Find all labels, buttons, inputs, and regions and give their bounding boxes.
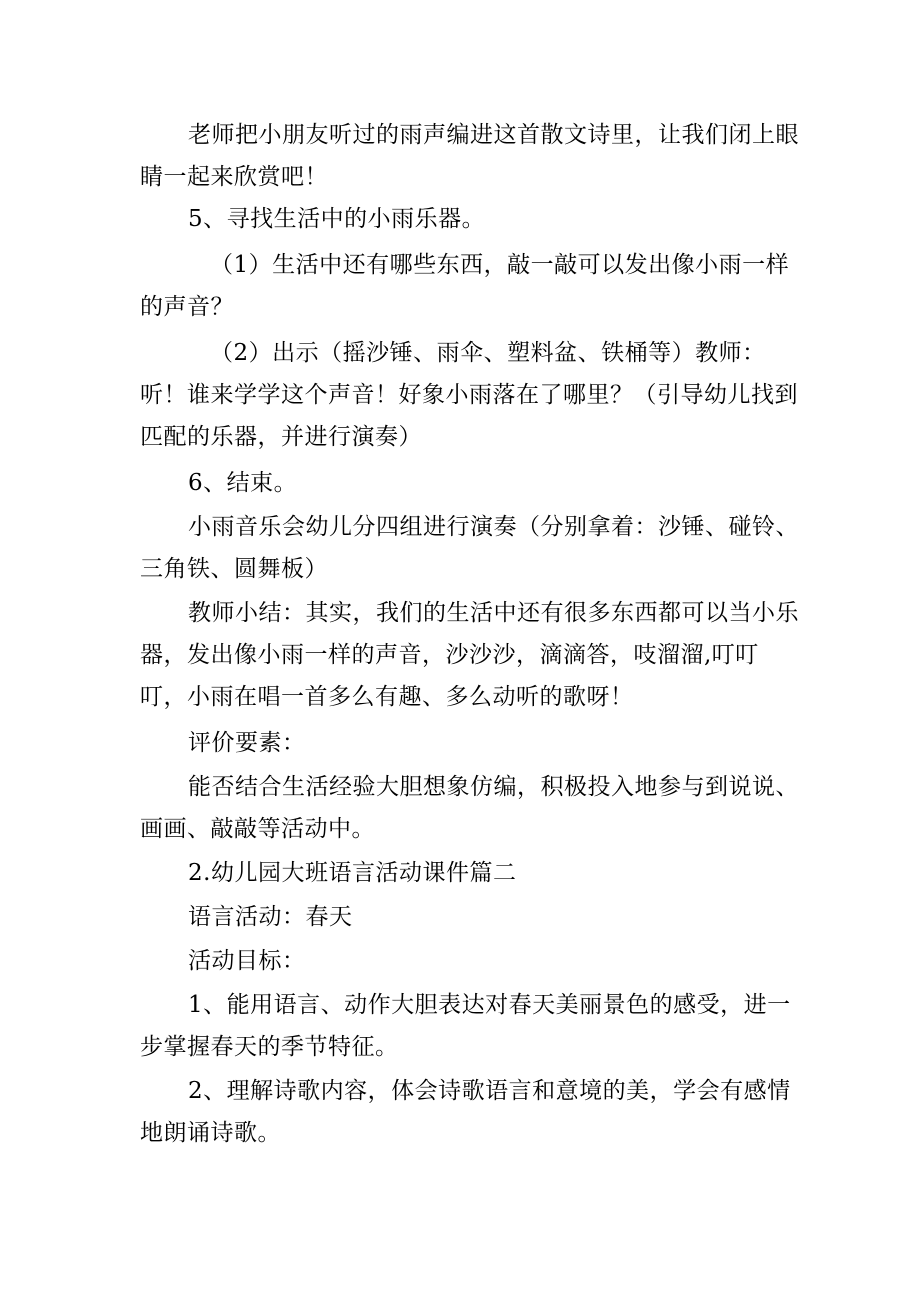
paragraph-activity-title: 语言活动：春天 (188, 904, 353, 930)
paragraph-evaluation-content: 能否结合生活经验大胆想象仿编，积极投入地参与到说说、画画、敲敲等活动中。 (140, 774, 799, 842)
paragraph-step-5: 5、寻找生活中的小雨乐器。 (188, 206, 486, 232)
paragraph-goal-1: 1、能用语言、动作大胆表达对春天美丽景色的感受，进一步掌握春天的季节特征。 (140, 992, 791, 1060)
paragraph-step-6: 6、结束。 (188, 470, 298, 496)
paragraph-step-5-2: （2）出示（摇沙锤、雨伞、塑料盆、铁桶等）教师：听！谁来学学这个声音！好象小雨落在了哪里？（引导幼儿找到匹配的乐器，并进行演奏） (140, 340, 798, 450)
paragraph-teacher-summary: 教师小结：其实，我们的生活中还有很多东西都可以当小乐器，发出像小雨一样的声音，沙沙沙，滴滴答，吱溜溜,叮叮叮，小雨在唱一首多么有趣、多么动听的歌呀！ (140, 600, 799, 710)
paragraph-step-5-1: （1）生活中还有哪些东西，敲一敲可以发出像小雨一样的声音？ (140, 252, 790, 320)
paragraph-goal-2: 2、理解诗歌内容，体会诗歌语言和意境的美，学会有感情地朗诵诗歌。 (140, 1078, 791, 1146)
paragraph-evaluation-heading: 评价要素： (188, 730, 306, 756)
paragraph-rain-poem-intro: 老师把小朋友听过的雨声编进这首散文诗里，让我们闭上眼睛一起来欣赏吧！ (140, 122, 799, 190)
paragraph-rain-concert: 小雨音乐会幼儿分四组进行演奏（分别拿着：沙锤、碰铃、三角铁、圆舞板） (140, 514, 799, 582)
paragraph-goals-heading: 活动目标： (188, 948, 306, 974)
section-title-part-2: 2.幼儿园大班语言活动课件篇二 (188, 860, 517, 886)
